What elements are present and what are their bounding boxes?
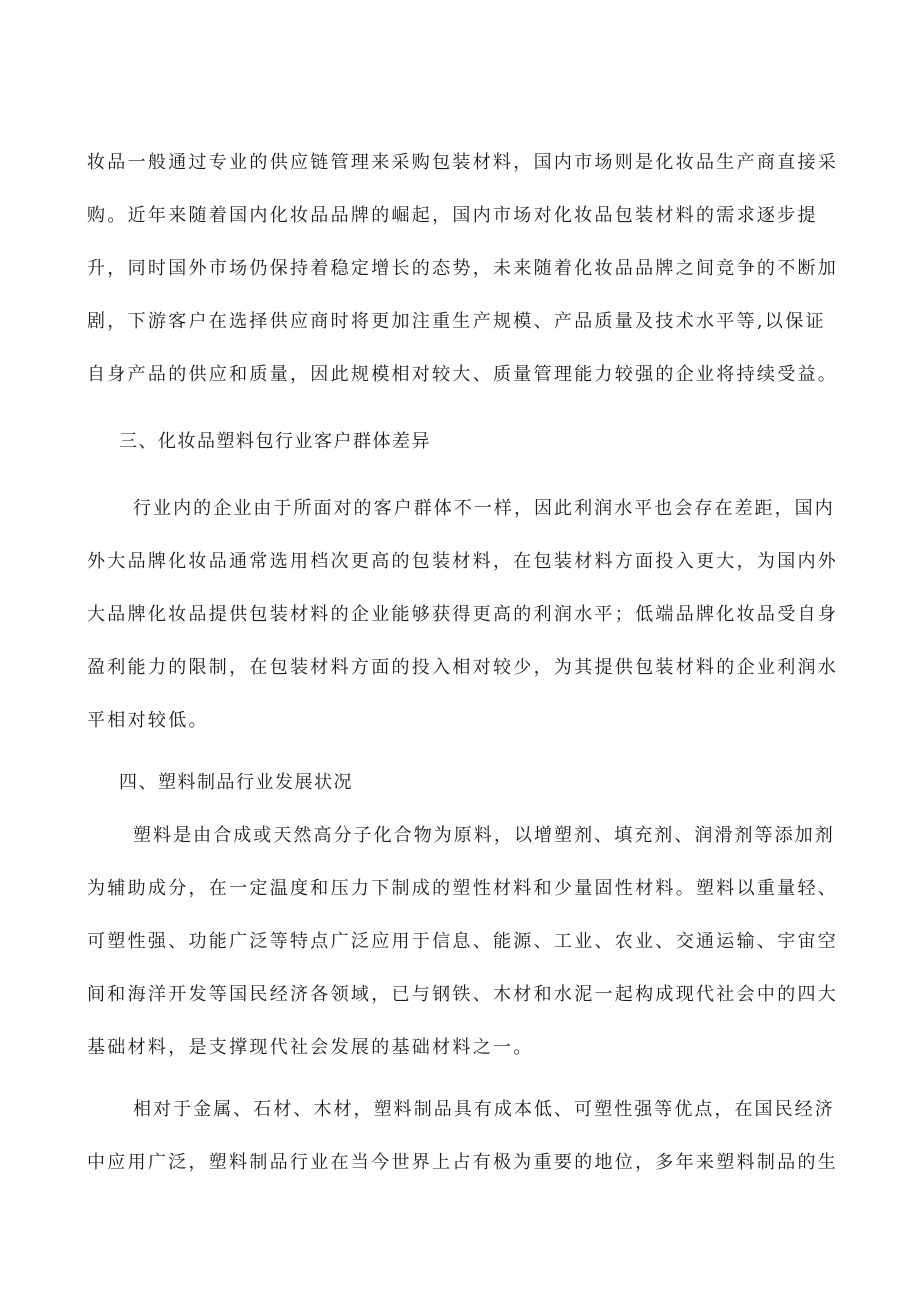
text-line: 塑料是由合成或天然高分子化合物为原料，以增塑剂、填充剂、润滑剂等添加剂 bbox=[133, 825, 835, 846]
text-line: 大品牌化妆品提供包装材料的企业能够获得更高的利润水平；低端品牌化妆品受自身 bbox=[87, 604, 839, 625]
text-line: 基础材料，是支撑现代社会发展的基础材料之一。 bbox=[87, 1037, 534, 1058]
text-line: 购。近年来随着国内化妆品品牌的崛起，国内市场对化妆品包装材料的需求逐步提 bbox=[87, 205, 818, 226]
section-heading: 三、化妆品塑料包行业客户群体差异 bbox=[119, 431, 431, 452]
text-line: 中应用广泛，塑料制品行业在当今世界上占有极为重要的地位，多年来塑料制品的生 bbox=[87, 1152, 839, 1173]
text-line: 间和海洋开发等国民经济各领域，已与钢铁、木材和水泥一起构成现代社会中的四大 bbox=[87, 984, 839, 1005]
section-heading: 四、塑料制品行业发展状况 bbox=[119, 772, 353, 793]
text-line: 剧，下游客户在选择供应商时将更加注重生产规模、产品质量及技术水平等,以保证 bbox=[87, 311, 826, 332]
text-line: 可塑性强、功能广泛等特点广泛应用于信息、能源、工业、农业、交通运输、宇宙空 bbox=[87, 931, 839, 952]
text-line: 盈利能力的限制，在包装材料方面的投入相对较少，为其提供包装材料的企业利润水 bbox=[87, 657, 839, 678]
text-line: 行业内的企业由于所面对的客户群体不一样，因此利润水平也会存在差距，国内 bbox=[133, 498, 835, 519]
text-line: 相对于金属、石材、木材，塑料制品具有成本低、可塑性强等优点，在国民经济 bbox=[133, 1099, 835, 1120]
text-line: 升，同时国外市场仍保持着稳定增长的态势，未来随着化妆品品牌之间竞争的不断加 bbox=[87, 258, 839, 279]
text-line: 平相对较低。 bbox=[87, 710, 209, 731]
text-line: 为辅助成分，在一定温度和压力下制成的塑性材料和少量固性材料。塑料以重量轻、 bbox=[87, 878, 839, 899]
text-line: 自身产品的供应和质量，因此规模相对较大、质量管理能力较强的企业将持续受益。 bbox=[87, 364, 839, 385]
text-line: 外大品牌化妆品通常选用档次更高的包装材料，在包装材料方面投入更大，为国内外 bbox=[87, 551, 839, 572]
text-line: 妆品一般通过专业的供应链管理来采购包装材料，国内市场则是化妆品生产商直接采 bbox=[87, 152, 839, 173]
